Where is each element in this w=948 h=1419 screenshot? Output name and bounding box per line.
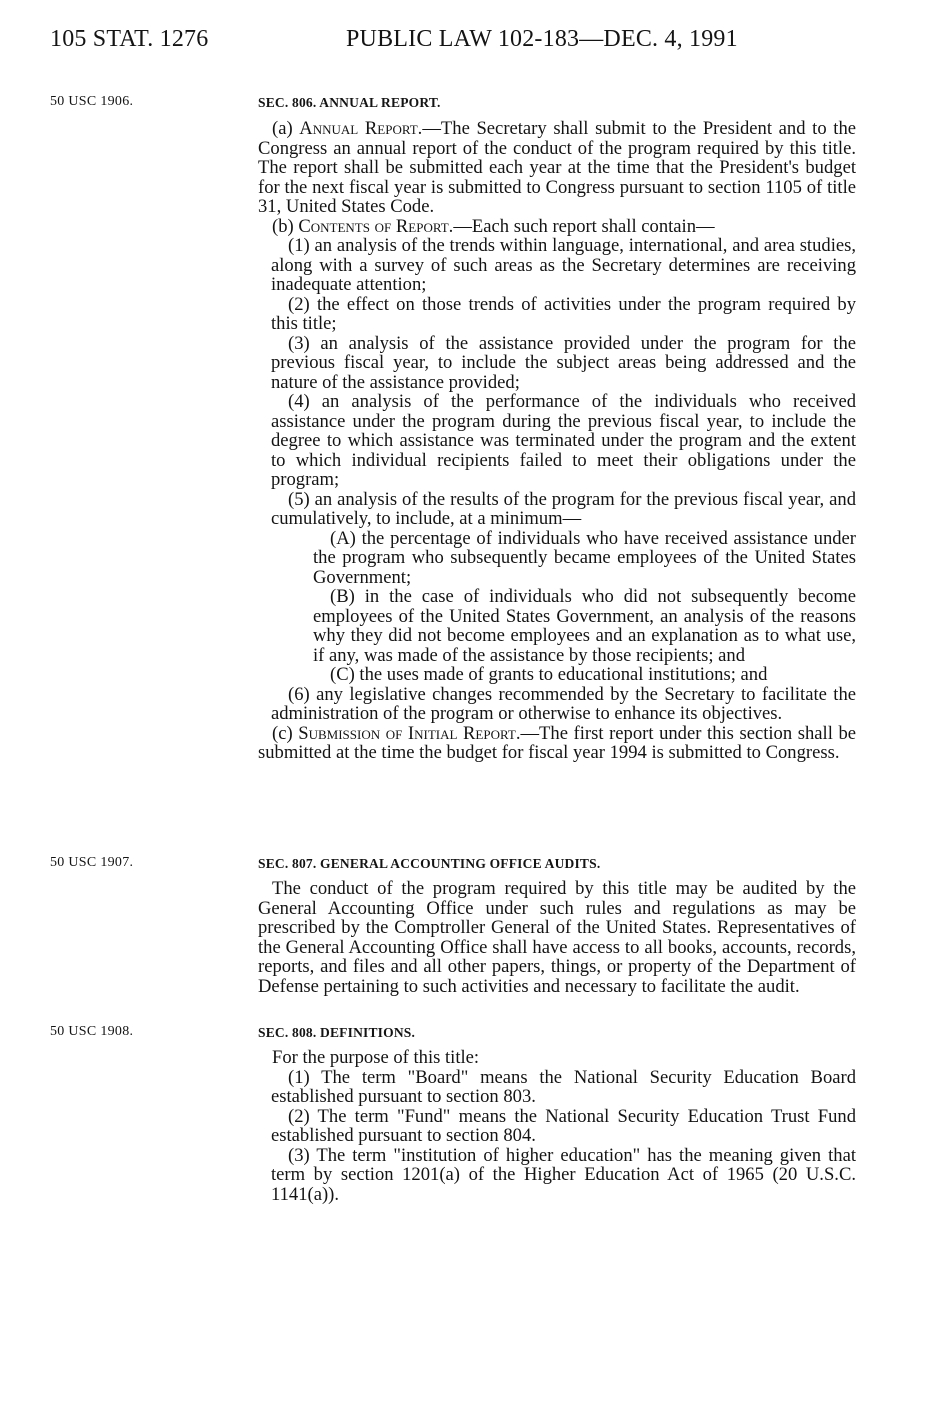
subsection-caption: Contents of Report: [298, 215, 449, 237]
list-item: (2) The term "Fund" means the National Security Education Trust Fund established pursuant to section 804.: [271, 1105, 856, 1146]
subsection-a: (a) Annual Report.—The Secretary shall submit to the President and to the Congress an annual report of the conduct of the program required by this title. The report shall be submitted each year at the time that the President's budget for the next fiscal year is submitted to Congress pursuant to section 1105 of title 31, United States Code.: [258, 118, 856, 217]
usc-margin-note: 50 USC 1907.: [50, 855, 134, 870]
usc-margin-note: 50 USC 1906.: [50, 94, 134, 109]
subsection-c: (c) Submission of Initial Report.—The first report under this section shall be submitted at the time the budget for fiscal year 1994 is submitted to Congress.: [258, 722, 857, 763]
list-item: (1) The term "Board" means the National Security Education Board established pursuant to section 803.: [271, 1066, 856, 1107]
subsection-caption: Submission of Initial Report: [298, 722, 516, 744]
paragraph: For the purpose of this title:: [272, 1047, 480, 1068]
subsection-caption: Annual Report: [299, 118, 418, 139]
list-item: (1) an analysis of the trends within language, international, and area studies, along with a survey of such areas as the Secretary determines are receiving inadequate attention;: [271, 235, 856, 295]
stat-page-number: 105 STAT. 1276: [50, 26, 209, 52]
section-heading: SEC. 806. ANNUAL REPORT.: [258, 95, 441, 110]
section-body: [258, 1048, 856, 1204]
sub-list-item: (A) the percentage of individuals who have received assistance under the program who subsequently became employees of the United States Government;: [313, 527, 856, 588]
list-item: (4) an analysis of the performance of the individuals who received assistance under the program during the previous fiscal year, to include the degree to which assistance was terminated under the program and the extent to which individual recipients failed to meet their obligations under the program;: [271, 391, 856, 490]
paragraph: The conduct of the program required by this title may be audited by the General Accounting Office under such rules and regulations as may be prescribed by the Comptroller General of the United States. Representatives of the General Accounting Office shall have access to all books, accounts, records, reports, and files and all other papers, things, or property of the Department of Defense pertaining to such activities and necessary to facilitate the audit.: [258, 878, 856, 997]
list-item: (2) the effect on those trends of activities under the program required by this title;: [271, 293, 856, 334]
list-item: (3) an analysis of the assistance provided under the program for the previous fiscal year, to include the subject areas being addressed and the nature of the assistance provided;: [271, 332, 856, 393]
public-law-citation: PUBLIC LAW 102-183—DEC. 4, 1991: [346, 26, 738, 52]
list-item: (3) The term "institution of higher education" has the meaning given that term by section 1201(a) of the Higher Education Act of 1965 (20 U.S.C. 1141(a)).: [271, 1144, 856, 1205]
sub-list-item: (B) in the case of individuals who did not subsequently become employees of the United States Government, an analysis of the reasons why they did not become employees and an explanation as to what use, if any, was made of the assistance by those recipients; and: [313, 586, 856, 666]
section-body: [258, 119, 856, 763]
section-heading: SEC. 808. DEFINITIONS.: [258, 1025, 416, 1040]
list-item: (5) an analysis of the results of the program for the previous fiscal year, and cumulatively, to include, at a minimum—: [271, 488, 856, 529]
page-header: [0, 26, 948, 66]
section-heading: SEC. 807. GENERAL ACCOUNTING OFFICE AUDITS.: [258, 856, 601, 871]
list-item: (6) any legislative changes recommended by the Secretary to facilitate the administration of the program or otherwise to enhance its objectives.: [271, 683, 856, 724]
section-body: [258, 879, 856, 996]
usc-margin-note: 50 USC 1908.: [50, 1024, 134, 1039]
subsection-b: (b) Contents of Report.—Each such report shall contain—: [272, 215, 715, 237]
sub-list-item: (C) the uses made of grants to educational institutions; and: [330, 664, 768, 685]
